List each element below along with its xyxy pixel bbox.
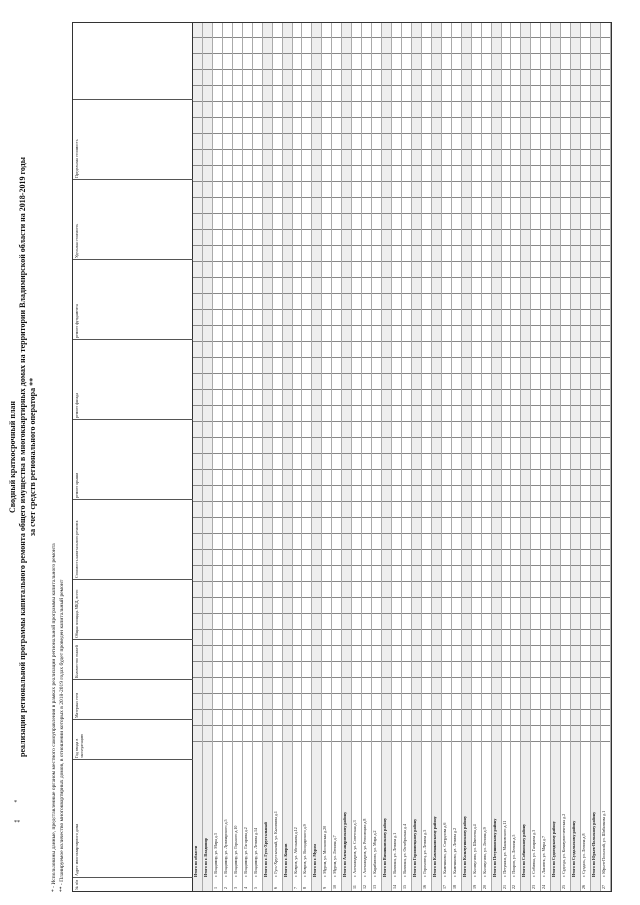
row-number: 15 [402, 885, 407, 889]
row-number: 3 [232, 887, 238, 889]
row-address: Итого по Александровскому району [342, 811, 348, 877]
row-number: 5 [252, 887, 258, 889]
table-row [193, 23, 203, 891]
row-value-cells [571, 23, 580, 757]
row-address: г. Карабаново, ул. Мира д.2 [372, 830, 378, 877]
row-address: Итого по Судогодскому району [551, 821, 557, 877]
table-row [502, 23, 512, 891]
table-row [571, 23, 581, 891]
row-address: Итого по Юрьев-Польскому району [591, 811, 597, 877]
row-value-cells [492, 23, 501, 757]
row-address: г. Кольчугино, ул. Ленина д.9 [481, 827, 487, 877]
row-number: 18 [451, 885, 457, 889]
row-value-cells [412, 23, 421, 757]
row-number: 12 [362, 885, 368, 889]
row-value-cells [382, 23, 391, 757]
row-value-cells [293, 23, 302, 757]
row-value-cells [283, 23, 292, 757]
table-row [482, 23, 492, 891]
table-row [283, 23, 293, 891]
table-row [213, 23, 223, 891]
row-value-cells [442, 23, 451, 757]
row-number: 7 [292, 887, 298, 889]
table-row [462, 23, 472, 891]
table-row [243, 23, 253, 891]
row-value-cells [312, 23, 321, 757]
row-address: г. Петушки, ул. Маяковского д.11 [501, 820, 507, 877]
table-row [223, 23, 233, 891]
table-row [591, 23, 601, 891]
header-cell: ремонт крыши [73, 419, 193, 499]
table-row [273, 23, 283, 891]
row-value-cells [541, 23, 550, 757]
row-value-cells [273, 23, 282, 757]
row-value-cells [332, 23, 341, 757]
row-address: г. Владимир, ул. Ленина д.14 [252, 828, 258, 877]
star-mark-1: * [14, 800, 17, 806]
row-number: 11 [352, 885, 358, 889]
row-address: г. Гусь-Хрустальный, ул. Калинина д.1 [272, 811, 278, 877]
row-value-cells [233, 23, 242, 757]
row-value-cells [561, 23, 570, 757]
rotated-landscape-sheet [8, 22, 628, 892]
row-address: г. Лакинск, ул. Мира д.7 [541, 836, 547, 877]
row-value-cells [302, 23, 311, 757]
table-row [432, 23, 442, 891]
row-value-cells [452, 23, 461, 757]
row-number: 8 [302, 887, 308, 889]
row-address: г. Кольчугино, ул. Шмелева д.4 [471, 824, 477, 877]
row-value-cells [472, 23, 481, 757]
header-cell: ремонт фасада [73, 339, 193, 419]
row-value-cells [372, 23, 381, 757]
header-cell: Материал стен [73, 679, 193, 719]
row-number: 4 [242, 887, 248, 889]
row-number: 2 [222, 887, 228, 889]
row-address: Итого по Вязниковскому району [382, 818, 388, 877]
title-line-3: за счет средств регионального оператора ** [28, 377, 37, 537]
row-address: г. Собинка, ул. Гагарина д.3 [531, 829, 537, 877]
row-address: г. Владимир, ул. Гагарина д.2 [242, 827, 248, 877]
row-address: г. Гороховец, ул. Ленина д.5 [421, 829, 427, 877]
table-row [392, 23, 402, 891]
header-cell: Количество этажей [73, 639, 193, 679]
header-cell: Адрес многоквартирного дома [73, 759, 193, 877]
row-value-cells [402, 23, 411, 757]
row-value-cells [243, 23, 252, 757]
table-row [442, 23, 452, 891]
row-number: 23 [531, 885, 537, 889]
row-address: г. Вязники, ул. Октябрьская д.4 [402, 824, 407, 877]
row-value-cells [482, 23, 491, 757]
row-number: 1 [212, 887, 218, 889]
table-header [73, 23, 193, 891]
row-value-cells [203, 23, 212, 757]
row-address: Итого по Кольчугинскому району [461, 816, 467, 877]
row-value-cells [322, 23, 331, 757]
table-row [492, 23, 502, 891]
table-row [511, 23, 521, 891]
row-number: 6 [272, 887, 278, 889]
row-address: Итого по г. Ковров [282, 843, 288, 877]
table-row [601, 23, 611, 891]
row-address: г. Вязники, ул. Ленина д.1 [392, 832, 398, 877]
table-row [293, 23, 303, 891]
row-number: 27 [601, 885, 607, 889]
table-row [561, 23, 571, 891]
row-address: г. Ковров, ул. Володарского д.9 [302, 824, 308, 877]
row-number: 14 [392, 885, 398, 889]
row-number: 19 [471, 885, 477, 889]
header-cell: Удельная стоимость [73, 179, 193, 259]
row-address: г. Владимир, ул. Луначарского д.5 [222, 819, 228, 877]
footnotes [50, 22, 66, 892]
row-value-cells [462, 23, 471, 757]
table-row [412, 23, 422, 891]
row-address: Итого по Собинскому району [521, 823, 527, 877]
row-address: г. Муром, ул. Ленина д.7 [332, 835, 338, 877]
row-value-cells [342, 23, 351, 757]
row-address: Итого по г. Гусь-Хрустальный [262, 822, 268, 877]
table-row [581, 23, 591, 891]
row-address: г. Судогда, ул. Коммунистическая д.2 [561, 813, 567, 877]
table-row [521, 23, 531, 891]
table-row [352, 23, 362, 891]
row-address: г. Владимир, ул. Горького д.10 [232, 825, 238, 877]
row-address: г. Александров, ул. Советская д.3 [352, 820, 358, 877]
row-value-cells [213, 23, 222, 757]
row-address: Итого по Петушинскому району [491, 818, 497, 877]
row-number: 21 [501, 885, 507, 889]
table-row [472, 23, 482, 891]
row-value-cells [531, 23, 540, 757]
row-address: г. Камешково, ул. Ленина д.2 [451, 827, 457, 877]
row-number: 20 [481, 885, 487, 889]
table-row [531, 23, 541, 891]
row-value-cells [581, 23, 590, 757]
row-address: Итого по г. Муром [312, 843, 318, 877]
title-line-1: Сводный краткосрочный план [8, 400, 17, 514]
row-address: г. Суздаль, ул. Ленина д.8 [581, 833, 587, 877]
row-address: г. Юрьев-Польский, ул. Шибанкова д.1 [601, 810, 607, 877]
table-row [263, 23, 273, 891]
table-row [551, 23, 561, 891]
table-row [342, 23, 352, 891]
row-value-cells [521, 23, 530, 757]
row-value-cells [223, 23, 232, 757]
row-value-cells [502, 23, 511, 757]
row-number: 16 [421, 885, 427, 889]
row-number: 25 [561, 885, 567, 889]
table-row [302, 23, 312, 891]
header-cell: Год ввода в эксплуатацию [73, 719, 193, 759]
header-cell: Общая площадь МКД, всего [73, 579, 193, 639]
header-cell: Предельная стоимость [73, 99, 193, 179]
title-block [8, 22, 38, 892]
header-cell: № п/п [73, 877, 193, 891]
row-value-cells [422, 23, 431, 757]
row-address: г. Муром, ул. Московская д.20 [322, 825, 328, 877]
footnote-2: ** - Планируемое количество многоквартирных домов, в отношении которых в 2018-2019 годах будет проведен капитальный ремонт [59, 579, 65, 892]
row-address: Итого по Суздальскому району [571, 820, 577, 877]
row-number: 24 [541, 885, 547, 889]
footnote-1: * - Использованы данные, представленные органом местного самоуправления в рамках реализации региональной программы капитального ремонта [51, 543, 57, 892]
row-value-cells [601, 23, 610, 757]
row-number: 26 [581, 885, 587, 889]
table-row [362, 23, 372, 891]
table-row [233, 23, 243, 891]
row-address: Итого по Камешковскому району [431, 816, 437, 877]
row-address: г. Ковров, ул. Абельмана д.12 [292, 827, 298, 877]
data-table [72, 22, 612, 892]
title-line-2: реализации региональной программы капитального ремонта общего имущества в многоквартирных домах на территории Владимирской области на 2018-2019 годы [18, 157, 27, 757]
table-row [402, 23, 412, 891]
row-address: г. Владимир, ул. Мира д.3 [212, 833, 218, 877]
table-row [203, 23, 213, 891]
table-body [193, 23, 611, 891]
row-address: Итого по г. Владимир [202, 838, 208, 877]
row-number: 17 [441, 885, 447, 889]
table-row [422, 23, 432, 891]
row-number: 10 [332, 885, 338, 889]
row-value-cells [551, 23, 560, 757]
table-row [253, 23, 263, 891]
row-value-cells [263, 23, 272, 757]
table-row [372, 23, 382, 891]
table-row [322, 23, 332, 891]
header-cell: ремонт фундамента [73, 259, 193, 339]
row-address: Итого по области [193, 845, 198, 877]
row-address: Итого по Гороховецкому району [411, 818, 417, 877]
row-value-cells [193, 23, 202, 757]
table-row [312, 23, 322, 891]
row-value-cells [591, 23, 600, 757]
header-cell: Стоимость капитального ремонта [73, 499, 193, 579]
row-number: 22 [511, 885, 517, 889]
row-number: 13 [372, 885, 378, 889]
table-row [382, 23, 392, 891]
row-value-cells [432, 23, 441, 757]
row-value-cells [392, 23, 401, 757]
row-value-cells [253, 23, 262, 757]
table-row [452, 23, 462, 891]
star-mark-2: ** [14, 820, 20, 826]
row-address: г. Покров, ул. Ленина д.5 [511, 834, 517, 877]
table-row [541, 23, 551, 891]
row-value-cells [352, 23, 361, 757]
row-value-cells [511, 23, 520, 757]
row-value-cells [362, 23, 371, 757]
row-address: г. Александров, ул. Революции д.8 [362, 818, 368, 877]
table-row [332, 23, 342, 891]
row-address: г. Камешково, ул. Свердлова д.6 [441, 822, 447, 877]
row-number: 9 [322, 887, 328, 889]
